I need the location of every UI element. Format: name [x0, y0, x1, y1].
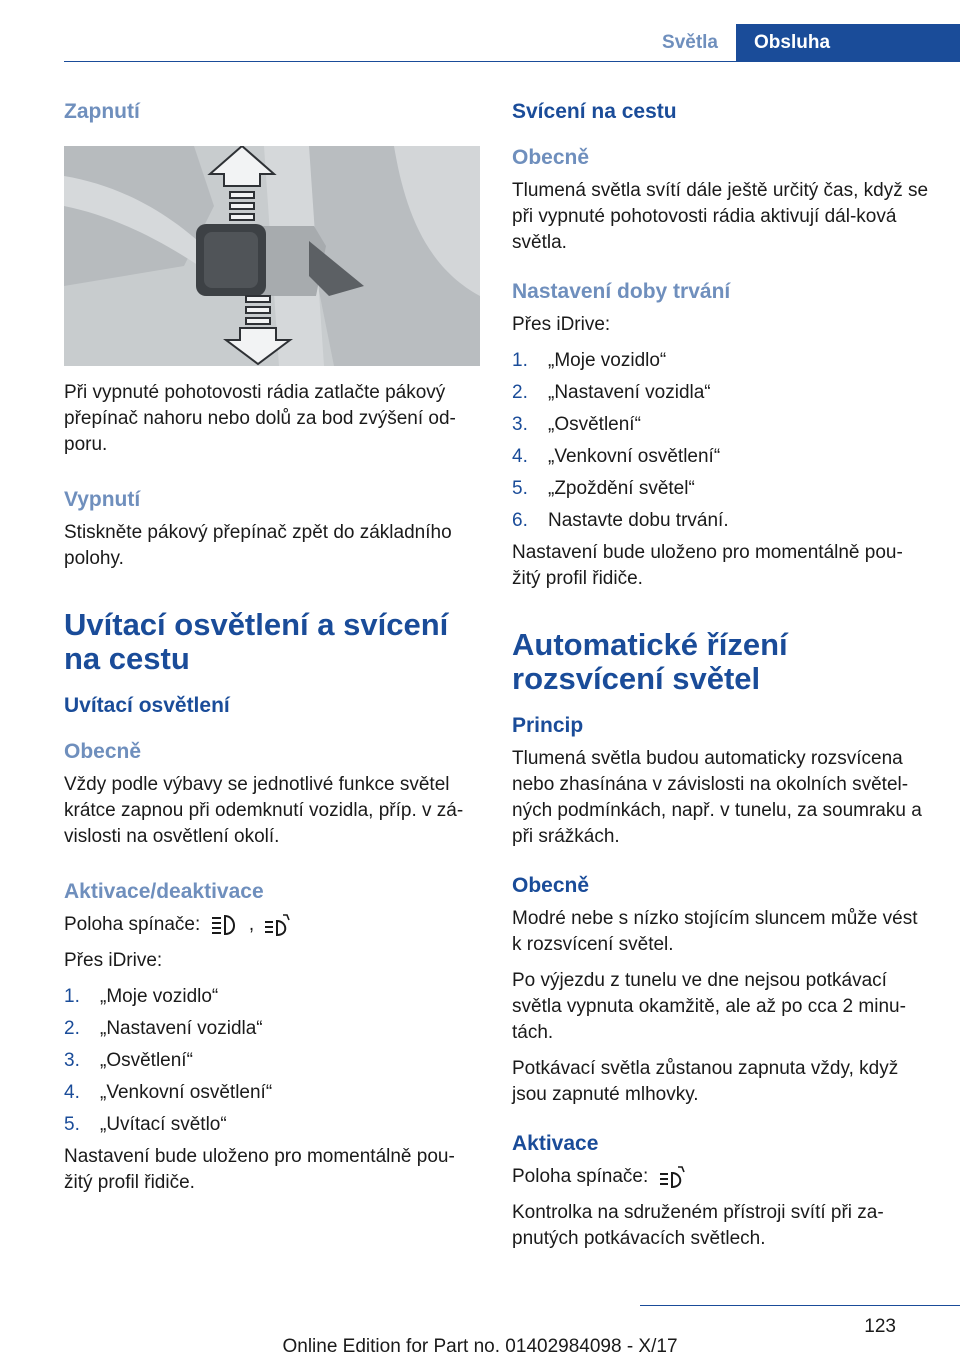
poloha-label: Poloha spínače: — [64, 914, 201, 935]
low-beam-icon — [210, 913, 240, 937]
page-header — [662, 24, 960, 62]
lever-illustration-icon — [64, 146, 480, 366]
paragraph-obecne-right: Tlumená světla svítí dále ještě určitý čas, když se při vypnuté pohotovosti rádia aktivují dál-ková světla. — [512, 180, 929, 253]
list-item: 2. „Nastavení vozidla“ — [512, 382, 711, 403]
left-column — [64, 98, 482, 1206]
paragraph-obecne-left: Vždy podle výbavy se jednotlivé funkce světel krátce zapnou při odemknutí vozidla, příp. v zá-vislosti na osvětlení okolí. — [64, 774, 464, 847]
heading-obecne-right-2: Obecně — [512, 874, 590, 897]
automatic-headlight-icon — [658, 1165, 688, 1189]
list-item: 3. „Osvětlení“ — [64, 1050, 193, 1071]
paragraph-obecne-2c: Potkávací světla zůstanou zapnuta vždy, když jsou zapnuté mlhovky. — [512, 1058, 899, 1105]
list-item: 1. „Moje vozidlo“ — [64, 986, 219, 1007]
paragraph-obecne-2a: Modré nebe s nízko stojícím sluncem může vést k rozsvícení světel. — [512, 908, 918, 955]
list-item: 1. „Moje vozidlo“ — [512, 350, 667, 371]
heading-aktivace: Aktivace — [512, 1132, 599, 1155]
header-divider — [64, 61, 960, 62]
right-column — [512, 98, 930, 1262]
heading-aktivace-deaktivace: Aktivace/deaktivace — [64, 880, 264, 903]
page-number: 123 — [864, 1316, 896, 1337]
paragraph-pres-idrive-right: Přes iDrive: — [512, 314, 611, 335]
footer-divider — [640, 1305, 960, 1306]
heading-zapnuti: Zapnutí — [64, 100, 140, 123]
heading-nastaveni-doby: Nastavení doby trvání — [512, 280, 731, 303]
list-item: 4. „Venkovní osvětlení“ — [64, 1082, 273, 1103]
heading-sviceni-na-cestu: Svícení na cestu — [512, 100, 677, 123]
heading-uvitaci-osvetleni: Uvítací osvětlení — [64, 694, 230, 717]
list-item: 5. „Zpoždění světel“ — [512, 478, 695, 499]
list-item: 5. „Uvítací světlo“ — [64, 1114, 227, 1135]
heading-uvitaci-osvetleni-sviceni: Uvítací osvětlení a svícení na cestu — [64, 607, 449, 676]
heading-vypnuti: Vypnutí — [64, 488, 141, 511]
heading-automaticke-rizeni: Automatické řízení rozsvícení světel — [512, 627, 788, 696]
section-tab: Světla — [662, 32, 718, 53]
paragraph-princip: Tlumená světla budou automaticky rozsvícena nebo zhasínána v závislosti na okolních světel-ných podmínkách, např. v tunelu, za soumraku a při srážkách. — [512, 748, 922, 847]
idrive-steps-right — [512, 348, 930, 534]
lever-switch-illustration — [64, 146, 480, 366]
idrive-steps-left — [64, 984, 482, 1138]
list-item: 3. „Osvětlení“ — [512, 414, 641, 435]
heading-obecne-right: Obecně — [512, 146, 590, 169]
paragraph-kontrolka: Kontrolka na sdruženém přístroji svítí při za-pnutých potkávacích světlech. — [512, 1202, 884, 1249]
paragraph-poloha-spinace-left — [64, 912, 482, 938]
paragraph-pres-idrive-left: Přes iDrive: — [64, 950, 163, 971]
poloha-label: Poloha spínače: — [512, 1166, 649, 1187]
list-item: 6. Nastavte dobu trvání. — [512, 510, 729, 531]
list-item: 4. „Venkovní osvětlení“ — [512, 446, 721, 467]
paragraph-vypnuti: Stiskněte pákový přepínač zpět do základního polohy. — [64, 522, 452, 569]
list-item: 2. „Nastavení vozidla“ — [64, 1018, 263, 1039]
edition-note: Online Edition for Part no. 01402984098 - X/17 — [282, 1336, 678, 1357]
paragraph-poloha-spinace-right — [512, 1164, 930, 1190]
automatic-headlight-icon — [263, 913, 293, 937]
symbol-separator: , — [248, 914, 255, 935]
chapter-tab: Obsluha — [736, 24, 960, 62]
heading-princip: Princip — [512, 714, 584, 737]
heading-obecne-left: Obecně — [64, 740, 142, 763]
paragraph-ulozeno-right: Nastavení bude uloženo pro momentálně pou-žitý profil řidiče. — [512, 542, 903, 589]
paragraph-zapnuti: Při vypnuté pohotovosti rádia zatlačte pákový přepínač nahoru nebo dolů za bod zvýšení od-poru. — [64, 382, 456, 455]
paragraph-obecne-2b: Po výjezdu z tunelu ve dne nejsou potkávací světla vypnuta okamžitě, ale až po cca 2 minu-tách. — [512, 970, 906, 1043]
paragraph-ulozeno-left: Nastavení bude uloženo pro momentálně pou-žitý profil řidiče. — [64, 1146, 455, 1193]
